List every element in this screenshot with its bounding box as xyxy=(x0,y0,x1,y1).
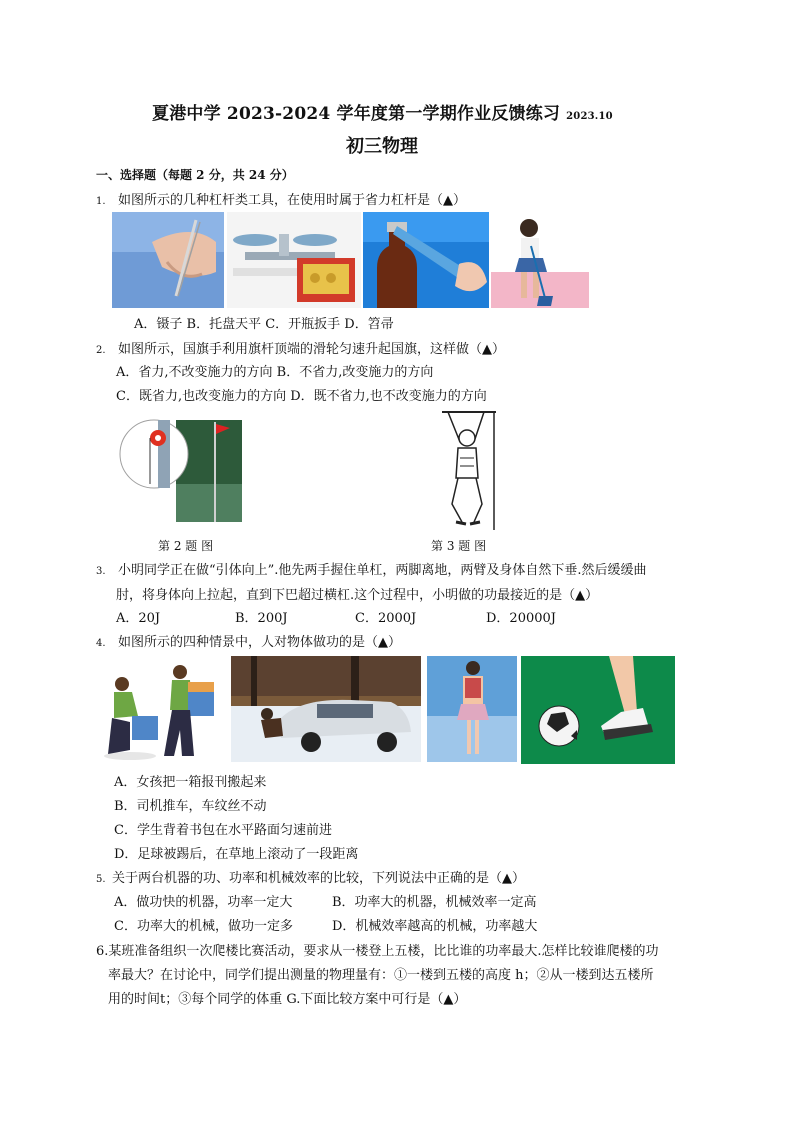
kick-football-photo xyxy=(521,656,675,764)
section-heading: 一、选择题（每题 2 分，共 24 分） xyxy=(96,168,294,182)
question-number: 5. xyxy=(96,874,106,885)
question-number: 3. xyxy=(96,566,106,577)
q4-option-c: C．学生背着书包在水平路面匀速前进 xyxy=(114,823,332,838)
question-3-line2: 肘，将身体向上拉起，直到下巴超过横杠.这个过程中，小明做的功最接近的是（▲） xyxy=(116,588,599,603)
push-car-photo xyxy=(231,656,421,762)
question-1 xyxy=(96,189,466,208)
page-title xyxy=(152,99,613,124)
question-2 xyxy=(96,338,505,357)
q5-option-a: A．做功快的机器，功率一定大 xyxy=(114,895,293,910)
question-text: 关于两台机器的功、功率和机械效率的比较，下列说法中正确的是（▲） xyxy=(112,871,525,886)
question-6-line1: 6.某班准备组织一次爬楼比赛活动，要求从一楼登上五楼，比比谁的功率最大.怎样比较谁爬楼的功 xyxy=(96,944,659,959)
q2-options-line2: C．既省力,也改变施力的方向 D．既不省力,也不改变施力的方向 xyxy=(116,389,487,404)
question-6-line3: 用的时间t；③每个同学的体重 G.下面比较方案中可行是（▲） xyxy=(108,992,467,1007)
q3-option-d: D．20000J xyxy=(486,611,556,626)
q5-option-b: B．功率大的机器，机械效率一定高 xyxy=(332,895,537,910)
lifting-box-photo xyxy=(100,660,222,760)
bottle-opener-photo xyxy=(363,212,489,308)
pull-up-drawing xyxy=(438,404,500,532)
q3-option-b: B．200J xyxy=(235,611,288,626)
question-5 xyxy=(96,867,525,886)
q4-option-b: B．司机推车，车纹丝不动 xyxy=(114,799,267,814)
q3-option-c: C．2000J xyxy=(355,611,417,626)
q4-option-a: A．女孩把一箱报刊搬起来 xyxy=(114,775,267,790)
flagpole-pulley-photo xyxy=(118,414,242,522)
question-number: 1. xyxy=(96,196,106,207)
broom-photo xyxy=(491,212,589,308)
question-text: 如图所示，国旗手利用旗杆顶端的滑轮匀速升起国旗，这样做（▲） xyxy=(118,342,505,357)
q5-option-d: D．机械效率越高的机械，功率越大 xyxy=(332,919,538,934)
figure-3-caption: 第 3 题 图 xyxy=(431,539,487,553)
q3-option-a: A．20J xyxy=(116,611,161,626)
figure-2-caption: 第 2 题 图 xyxy=(158,539,214,553)
question-text-line1: 小明同学正在做“引体向上”.他先两手握住单杠，两脚离地，两臂及身体自然下垂.然后缓缓曲 xyxy=(118,563,647,578)
tweezers-photo xyxy=(112,212,224,308)
question-4 xyxy=(96,631,401,650)
q4-option-d: D．足球被踢后，在草地上滚动了一段距离 xyxy=(114,847,359,862)
balance-scale-photo xyxy=(227,212,361,308)
q2-options-line1: A．省力,不改变施力的方向 B．不省力,改变施力的方向 xyxy=(116,365,434,380)
page-subtitle: 初三物理 xyxy=(346,136,418,157)
question-text: 如图所示的几种杠杆类工具，在使用时属于省力杠杆是（▲） xyxy=(118,193,466,208)
title-date: 2023.10 xyxy=(566,111,613,122)
question-number: 4. xyxy=(96,638,106,649)
question-3 xyxy=(96,559,647,578)
q5-option-c: C．功率大的机械，做功一定多 xyxy=(114,919,293,934)
question-text: 如图所示的四种情景中，人对物体做功的是（▲） xyxy=(118,635,401,650)
q1-options: A．镊子 B．托盘天平 C．开瓶扳手 D．笤帚 xyxy=(134,317,394,332)
question-number: 2. xyxy=(96,345,106,356)
title-text: 夏港中学 2023-2024 学年度第一学期作业反馈练习 xyxy=(152,104,561,124)
walking-student-photo xyxy=(427,656,517,762)
question-6-line2: 率最大？在讨论中，同学们提出测量的物理量有：①一楼到五楼的高度 h；②从一楼到达五楼所 xyxy=(108,968,654,983)
